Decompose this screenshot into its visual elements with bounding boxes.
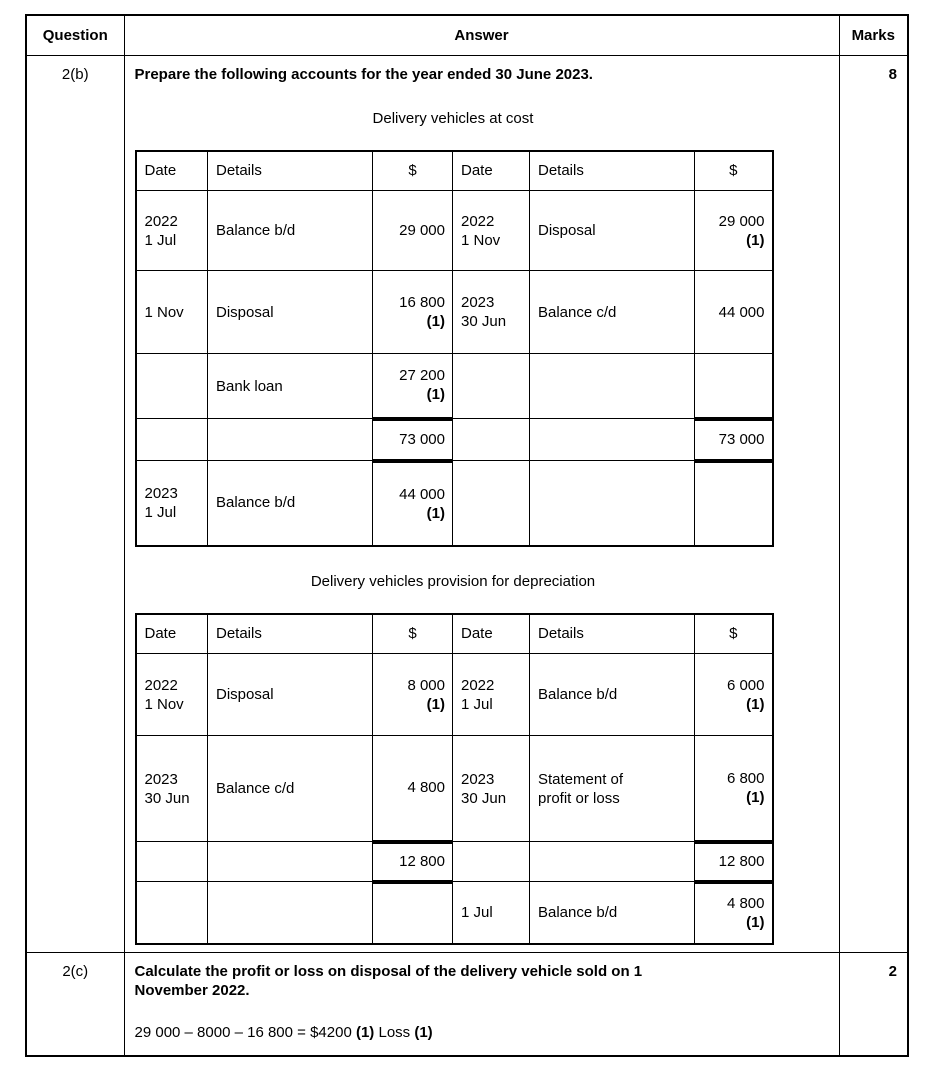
- mark-point: (1): [355, 1023, 375, 1041]
- date-cell: [453, 736, 530, 842]
- cell-line: 2023: [144, 770, 178, 788]
- mark-point: (1): [746, 231, 765, 249]
- cell-line: 2023: [461, 770, 495, 788]
- account-row: [136, 736, 773, 842]
- total-amount-cell: [373, 419, 453, 461]
- cell-line: 1 Jul: [461, 903, 493, 921]
- cell-line: Balance c/d: [216, 780, 295, 797]
- question-column-header: Question: [26, 15, 124, 55]
- cell-line: 1 Nov: [461, 231, 501, 249]
- amount-value: 29 000: [718, 212, 765, 230]
- working-expression: 29 000 – 8000 – 16 800 = $4200: [134, 1023, 356, 1041]
- date-cell: [136, 654, 208, 736]
- cell-line: 2022: [461, 676, 495, 694]
- col-header-amount: $: [373, 614, 453, 654]
- details-cell: [208, 736, 373, 842]
- cell-line: Disposal: [216, 303, 274, 321]
- mark-point: (1): [426, 695, 445, 713]
- amount-cell: [373, 461, 453, 546]
- date-cell: [453, 419, 530, 461]
- amount-cell: [695, 654, 773, 736]
- col-header-date: Date: [136, 151, 208, 191]
- money-cell: [695, 461, 773, 546]
- account-table-container-cost: [135, 150, 772, 547]
- col-header-date: Date: [136, 614, 208, 654]
- cell-line: Statement of: [538, 770, 624, 788]
- details-cell: [208, 842, 373, 882]
- prompt-2c-line-1: Calculate the profit or loss on disposal of the delivery vehicle sold on 1: [134, 962, 643, 980]
- amount-value: 27 200: [399, 367, 445, 385]
- qa-table: [25, 14, 909, 1057]
- amount-value: 12 800: [718, 853, 765, 870]
- marks-column-header: Marks: [839, 15, 908, 55]
- account-table: [135, 613, 774, 945]
- amount-cell: [373, 271, 453, 354]
- amount-cell: [373, 736, 453, 842]
- answer-cell-2b: [124, 55, 839, 952]
- account-table-container-depreciation: [135, 613, 772, 945]
- account-header-row: [136, 614, 773, 654]
- answer-cell-2c: [124, 952, 839, 1056]
- details-cell: [530, 461, 695, 546]
- total-amount-cell: [695, 419, 773, 461]
- cell-line: 2022: [144, 676, 178, 694]
- account-title-cost: Delivery vehicles at cost: [372, 109, 534, 127]
- mark-point: (1): [426, 313, 445, 330]
- details-cell: [208, 354, 373, 419]
- account-row: [136, 271, 773, 354]
- cell-line: Balance b/d: [216, 494, 296, 512]
- working-line: [135, 1023, 827, 1042]
- cell-line: Bank loan: [216, 377, 283, 395]
- amount-cell: [695, 736, 773, 842]
- cell-line: 1 Nov: [144, 695, 184, 713]
- amount-value: 29 000: [399, 222, 445, 239]
- details-cell: [208, 654, 373, 736]
- amount-value: 44 000: [399, 485, 445, 503]
- cell-line: 1 Jul: [144, 503, 177, 521]
- account-table: [135, 150, 774, 547]
- account-row: [136, 191, 773, 271]
- col-header-details: Details: [208, 614, 373, 654]
- amount-value: 12 800: [399, 853, 445, 870]
- details-cell: [208, 461, 373, 546]
- amount-cell: [695, 191, 773, 271]
- cell-line: 30 Jun: [144, 789, 190, 807]
- amount-cell: [695, 271, 773, 354]
- cell-line: Balance b/d: [216, 222, 296, 239]
- cell-line: 30 Jun: [461, 789, 507, 807]
- cell-line: 2022: [144, 212, 178, 230]
- mark-point: (1): [746, 695, 765, 713]
- mark-point: (1): [426, 504, 445, 522]
- amount-cell: [373, 191, 453, 271]
- col-header-details: Details: [208, 151, 373, 191]
- details-cell: [530, 654, 695, 736]
- total-amount-cell: [373, 842, 453, 882]
- prompt-2c: [135, 962, 775, 1000]
- mark-point: (1): [414, 1023, 433, 1041]
- row-2b: [26, 55, 908, 952]
- amount-value: 73 000: [718, 431, 765, 448]
- date-cell: [453, 191, 530, 271]
- details-cell: [530, 882, 695, 944]
- row-2c: [26, 952, 908, 1056]
- col-header-details: Details: [530, 151, 695, 191]
- details-cell: [208, 882, 373, 944]
- cell-line: 2023: [144, 484, 178, 502]
- account-row: [136, 354, 773, 419]
- cell-line: 1 Jul: [144, 231, 177, 249]
- date-cell: [453, 654, 530, 736]
- amount-value: 4 800: [726, 895, 765, 912]
- prompt-2b: Prepare the following accounts for the year ended 30 June 2023.: [134, 65, 593, 83]
- amount-cell: [373, 654, 453, 736]
- cell-line: 2023: [461, 294, 495, 311]
- date-cell: [453, 461, 530, 546]
- amount-value: 44 000: [718, 303, 765, 321]
- details-cell: [530, 842, 695, 882]
- marks-2b: 8: [839, 55, 908, 952]
- details-cell: [208, 419, 373, 461]
- answer-column-header: Answer: [124, 15, 839, 55]
- amount-value: 73 000: [399, 431, 445, 448]
- date-cell: [136, 842, 208, 882]
- account-section-depreciation: [135, 572, 772, 945]
- account-row: [136, 882, 773, 944]
- date-cell: [136, 736, 208, 842]
- date-cell: [136, 461, 208, 546]
- date-cell: [453, 354, 530, 419]
- amount-value: 8 000: [407, 676, 445, 694]
- details-cell: [530, 271, 695, 354]
- cell-line: Balance b/d: [538, 686, 618, 703]
- col-header-details: Details: [530, 614, 695, 654]
- money-cell: [695, 354, 773, 419]
- cell-line: Disposal: [538, 222, 596, 239]
- amount-cell: [373, 354, 453, 419]
- col-header-date: Date: [453, 614, 530, 654]
- details-cell: [530, 736, 695, 842]
- money-cell: [373, 882, 453, 944]
- col-header-amount: $: [695, 151, 773, 191]
- account-row: [136, 419, 773, 461]
- question-id-2c: 2(c): [26, 952, 124, 1056]
- account-section-cost: [135, 109, 772, 547]
- date-cell: [136, 354, 208, 419]
- date-cell: [136, 191, 208, 271]
- amount-value: 16 800: [399, 294, 445, 311]
- details-cell: [530, 191, 695, 271]
- qa-header-row: [26, 15, 908, 55]
- cell-line: 2022: [461, 212, 495, 230]
- date-cell: [136, 882, 208, 944]
- details-cell: [530, 419, 695, 461]
- marks-2c: 2: [839, 952, 908, 1056]
- date-cell: [136, 271, 208, 354]
- date-cell: [136, 419, 208, 461]
- amount-cell: [695, 882, 773, 944]
- cell-line: 1 Jul: [461, 695, 493, 713]
- account-row: [136, 461, 773, 546]
- cell-line: 30 Jun: [461, 313, 507, 330]
- total-amount-cell: [695, 842, 773, 882]
- details-cell: [208, 271, 373, 354]
- account-title-depreciation: Delivery vehicles provision for depreciation: [310, 572, 596, 590]
- amount-value: 4 800: [407, 779, 445, 797]
- cell-line: profit or loss: [538, 789, 620, 807]
- account-row: [136, 654, 773, 736]
- col-header-date: Date: [453, 151, 530, 191]
- date-cell: [453, 271, 530, 354]
- date-cell: [453, 882, 530, 944]
- details-cell: [208, 191, 373, 271]
- working-loss-label: Loss: [374, 1023, 415, 1041]
- mark-point: (1): [426, 386, 445, 404]
- mark-point: (1): [746, 914, 765, 931]
- col-header-amount: $: [373, 151, 453, 191]
- details-cell: [530, 354, 695, 419]
- account-row: [136, 842, 773, 882]
- cell-line: 1 Nov: [144, 303, 184, 321]
- date-cell: [453, 842, 530, 882]
- cell-line: Balance b/d: [538, 903, 618, 921]
- account-header-row: [136, 151, 773, 191]
- cell-line: Disposal: [216, 686, 274, 703]
- prompt-2c-line-2: November 2022.: [134, 981, 250, 999]
- col-header-amount: $: [695, 614, 773, 654]
- amount-value: 6 000: [726, 676, 765, 694]
- question-id-2b: 2(b): [26, 55, 124, 952]
- mark-point: (1): [746, 788, 765, 806]
- amount-value: 6 800: [726, 769, 765, 787]
- cell-line: Balance c/d: [538, 303, 617, 321]
